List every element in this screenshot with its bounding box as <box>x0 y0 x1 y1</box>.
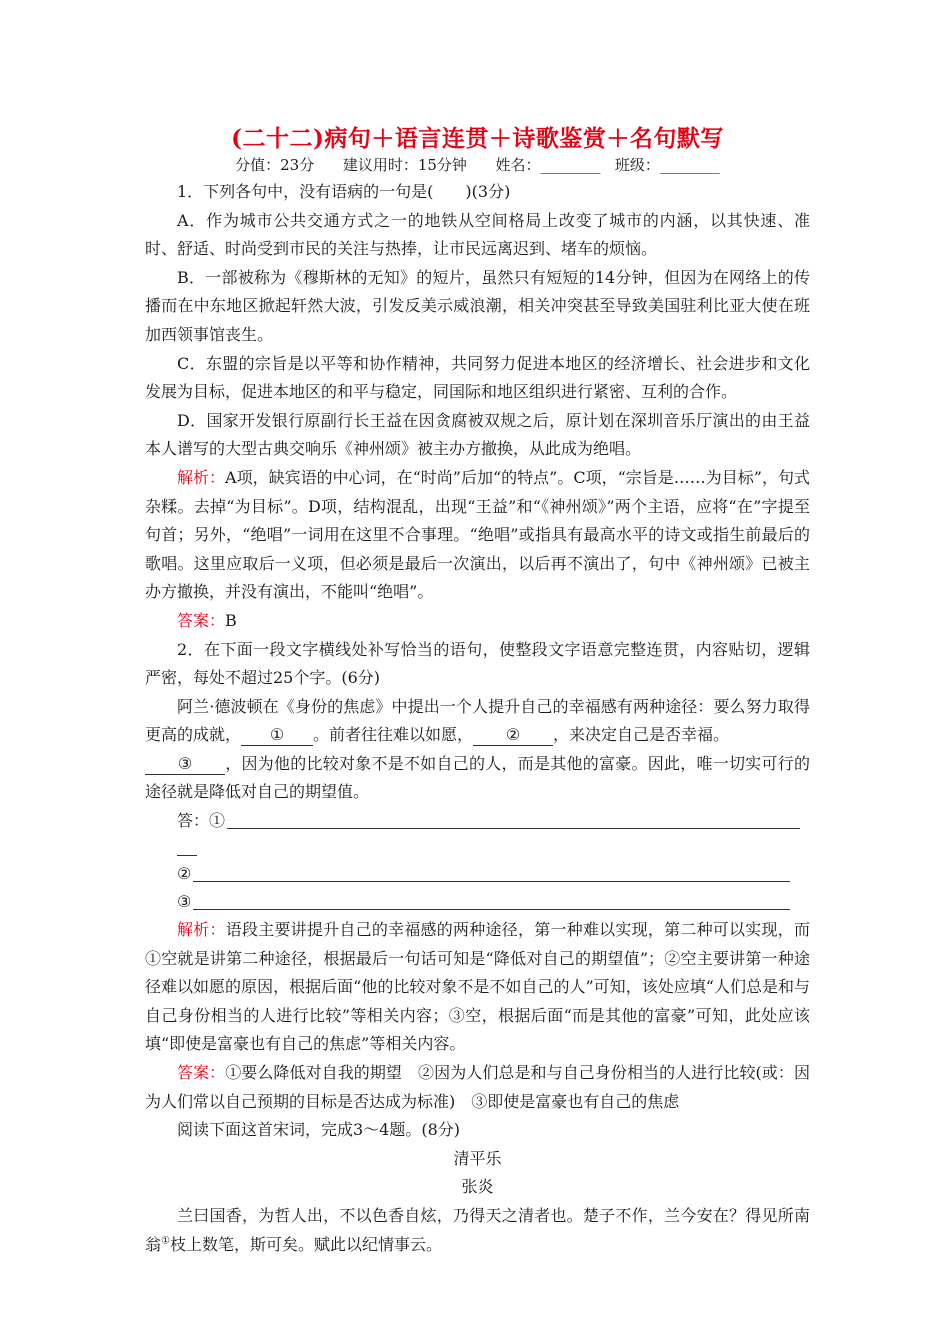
page-title: (二十二)病句＋语言连贯＋诗歌鉴赏＋名句默写 <box>231 125 724 152</box>
q2-stem: 2．在下面一段文字横线处补写恰当的语句，使整段文字语意完整连贯，内容贴切，逻辑严密，每处不超过25个字。(6分) <box>145 639 810 688</box>
answer-line-1-continued[interactable] <box>177 835 197 856</box>
answer-line-1[interactable] <box>145 807 810 835</box>
time-label: 建议用时：15分钟 <box>342 156 467 174</box>
blank-1[interactable]: ① <box>241 725 313 746</box>
answer-label: 答案： <box>177 610 226 630</box>
answer-line-3[interactable]: ③ <box>145 888 810 916</box>
q2-analysis <box>145 916 810 1059</box>
analysis-label: 解析： <box>177 920 226 940</box>
name-field[interactable]: 姓名：________ <box>495 156 601 174</box>
analysis-text: A项，缺宾语的中心词，在“时尚”后加“的特点”。C项，“宗旨是……为目标”，句式杂糅。去掉“为目标”。D项，结构混乱，出现“王益”和“《神州颂》”两个主语，应将“在”字提至句首；另外，“绝唱”一词用在这里不合事理。“绝唱”或指具有最高水平的诗文或指生前最后的歌唱。这里应取后一义项，但必须是最后一次演出，以后再不演出了，句中《神州颂》已被主办方撤换，并没有演出，不能叫“绝唱”。 <box>145 467 810 602</box>
poem-preface: 兰曰国香，为哲人出，不以色香自炫，乃得天之清者也。楚子不作，兰今安在？得见所南翁①枝上数笔，斯可矣。赋此以纪情事云。 <box>145 1206 810 1254</box>
q1-option-b: B．一部被称为《穆斯林的无知》的短片，虽然只有短短的14分钟，但因为在网络上的传播而在中东地区掀起轩然大波，引发反美示威浪潮，相关冲突甚至导致美国驻利比亚大使在班加西领事馆丧生。 <box>145 267 810 344</box>
q1-stem: 1．下列各句中，没有语病的一句是( )(3分) <box>177 182 511 201</box>
score-label: 分值：23分 <box>235 156 315 174</box>
q1-option-c: C．东盟的宗旨是以平等和协作精神，共同努力促进本地区的经济增长、社会进步和文化发展为目标，促进本地区的和平与稳定，同国际和地区组织进行紧密、互利的合作。 <box>145 353 810 402</box>
analysis-label: 解析： <box>177 467 226 487</box>
blank-2[interactable]: ② <box>473 725 553 746</box>
answer-text: B <box>225 610 237 630</box>
blank-3[interactable]: ③ <box>145 754 225 775</box>
q1-option-a: A．作为城市公共交通方式之一的地铁从空间格局上改变了城市的内涵，以其快速、准时、舒适、时尚受到市民的关注与热捧，让市民远离迟到、堵车的烦恼。 <box>145 210 810 259</box>
q2-answer <box>145 1059 810 1116</box>
footnote-marker: ① <box>161 1235 170 1247</box>
exam-meta <box>145 154 810 176</box>
analysis-text: 语段主要讲提升自己的幸福感的两种途径，第一种难以实现，第二种可以实现，而①空就是讲第二种途径，根据最后一句话可知是“降低对自己的期望值”；②空主要讲第一种途径难以如愿的原因，根据后面“他的比较对象不是不如自己的人”可知，该处应填“人们总是和与自己身份相当的人进行比较”等相关内容；③空，根据后面“而是其他的富豪”可知，此处应该填“即使是富豪也有自己的焦虑”等相关内容。 <box>145 920 810 1054</box>
class-field[interactable]: 班级：________ <box>614 156 720 174</box>
poem-title: 清平乐 <box>453 1148 502 1168</box>
answer-text: ①要么降低对自我的期望 ②因为人们总是和与自己身份相当的人进行比较(或：因为人们常以自己预期的目标是否达成为标准) ③即使是富豪也有自己的焦虑 <box>145 1063 810 1111</box>
poem-author: 张炎 <box>461 1177 494 1197</box>
q1-analysis <box>145 464 810 607</box>
answer-prefix: 答：① <box>177 811 226 831</box>
answer-label: 答案： <box>177 1063 226 1083</box>
q1-option-d: D．国家开发银行原副行长王益在因贪腐被双规之后，原计划在深圳音乐厅演出的由王益本人谱写的大型古典交响乐《神州颂》被主办方撤换，从此成为绝唱。 <box>145 410 810 459</box>
answer-line-2[interactable]: ② <box>145 860 810 888</box>
q2-passage: 阿兰·德波顿在《身份的焦虑》中提出一个人提升自己的幸福感有两种途径：要么努力取得更高的成就， ① 。前者往往难以如愿， ② ，来决定自己是否幸福。 ③ ，因为他的比较对象不是不如自己的人，而是其他的富豪。因此，唯一切实可行的途径就是降低对自己的期望值。 <box>145 696 810 802</box>
q3-intro: 阅读下面这首宋词，完成3～4题。(8分) <box>177 1120 461 1140</box>
q1-answer <box>145 607 810 636</box>
